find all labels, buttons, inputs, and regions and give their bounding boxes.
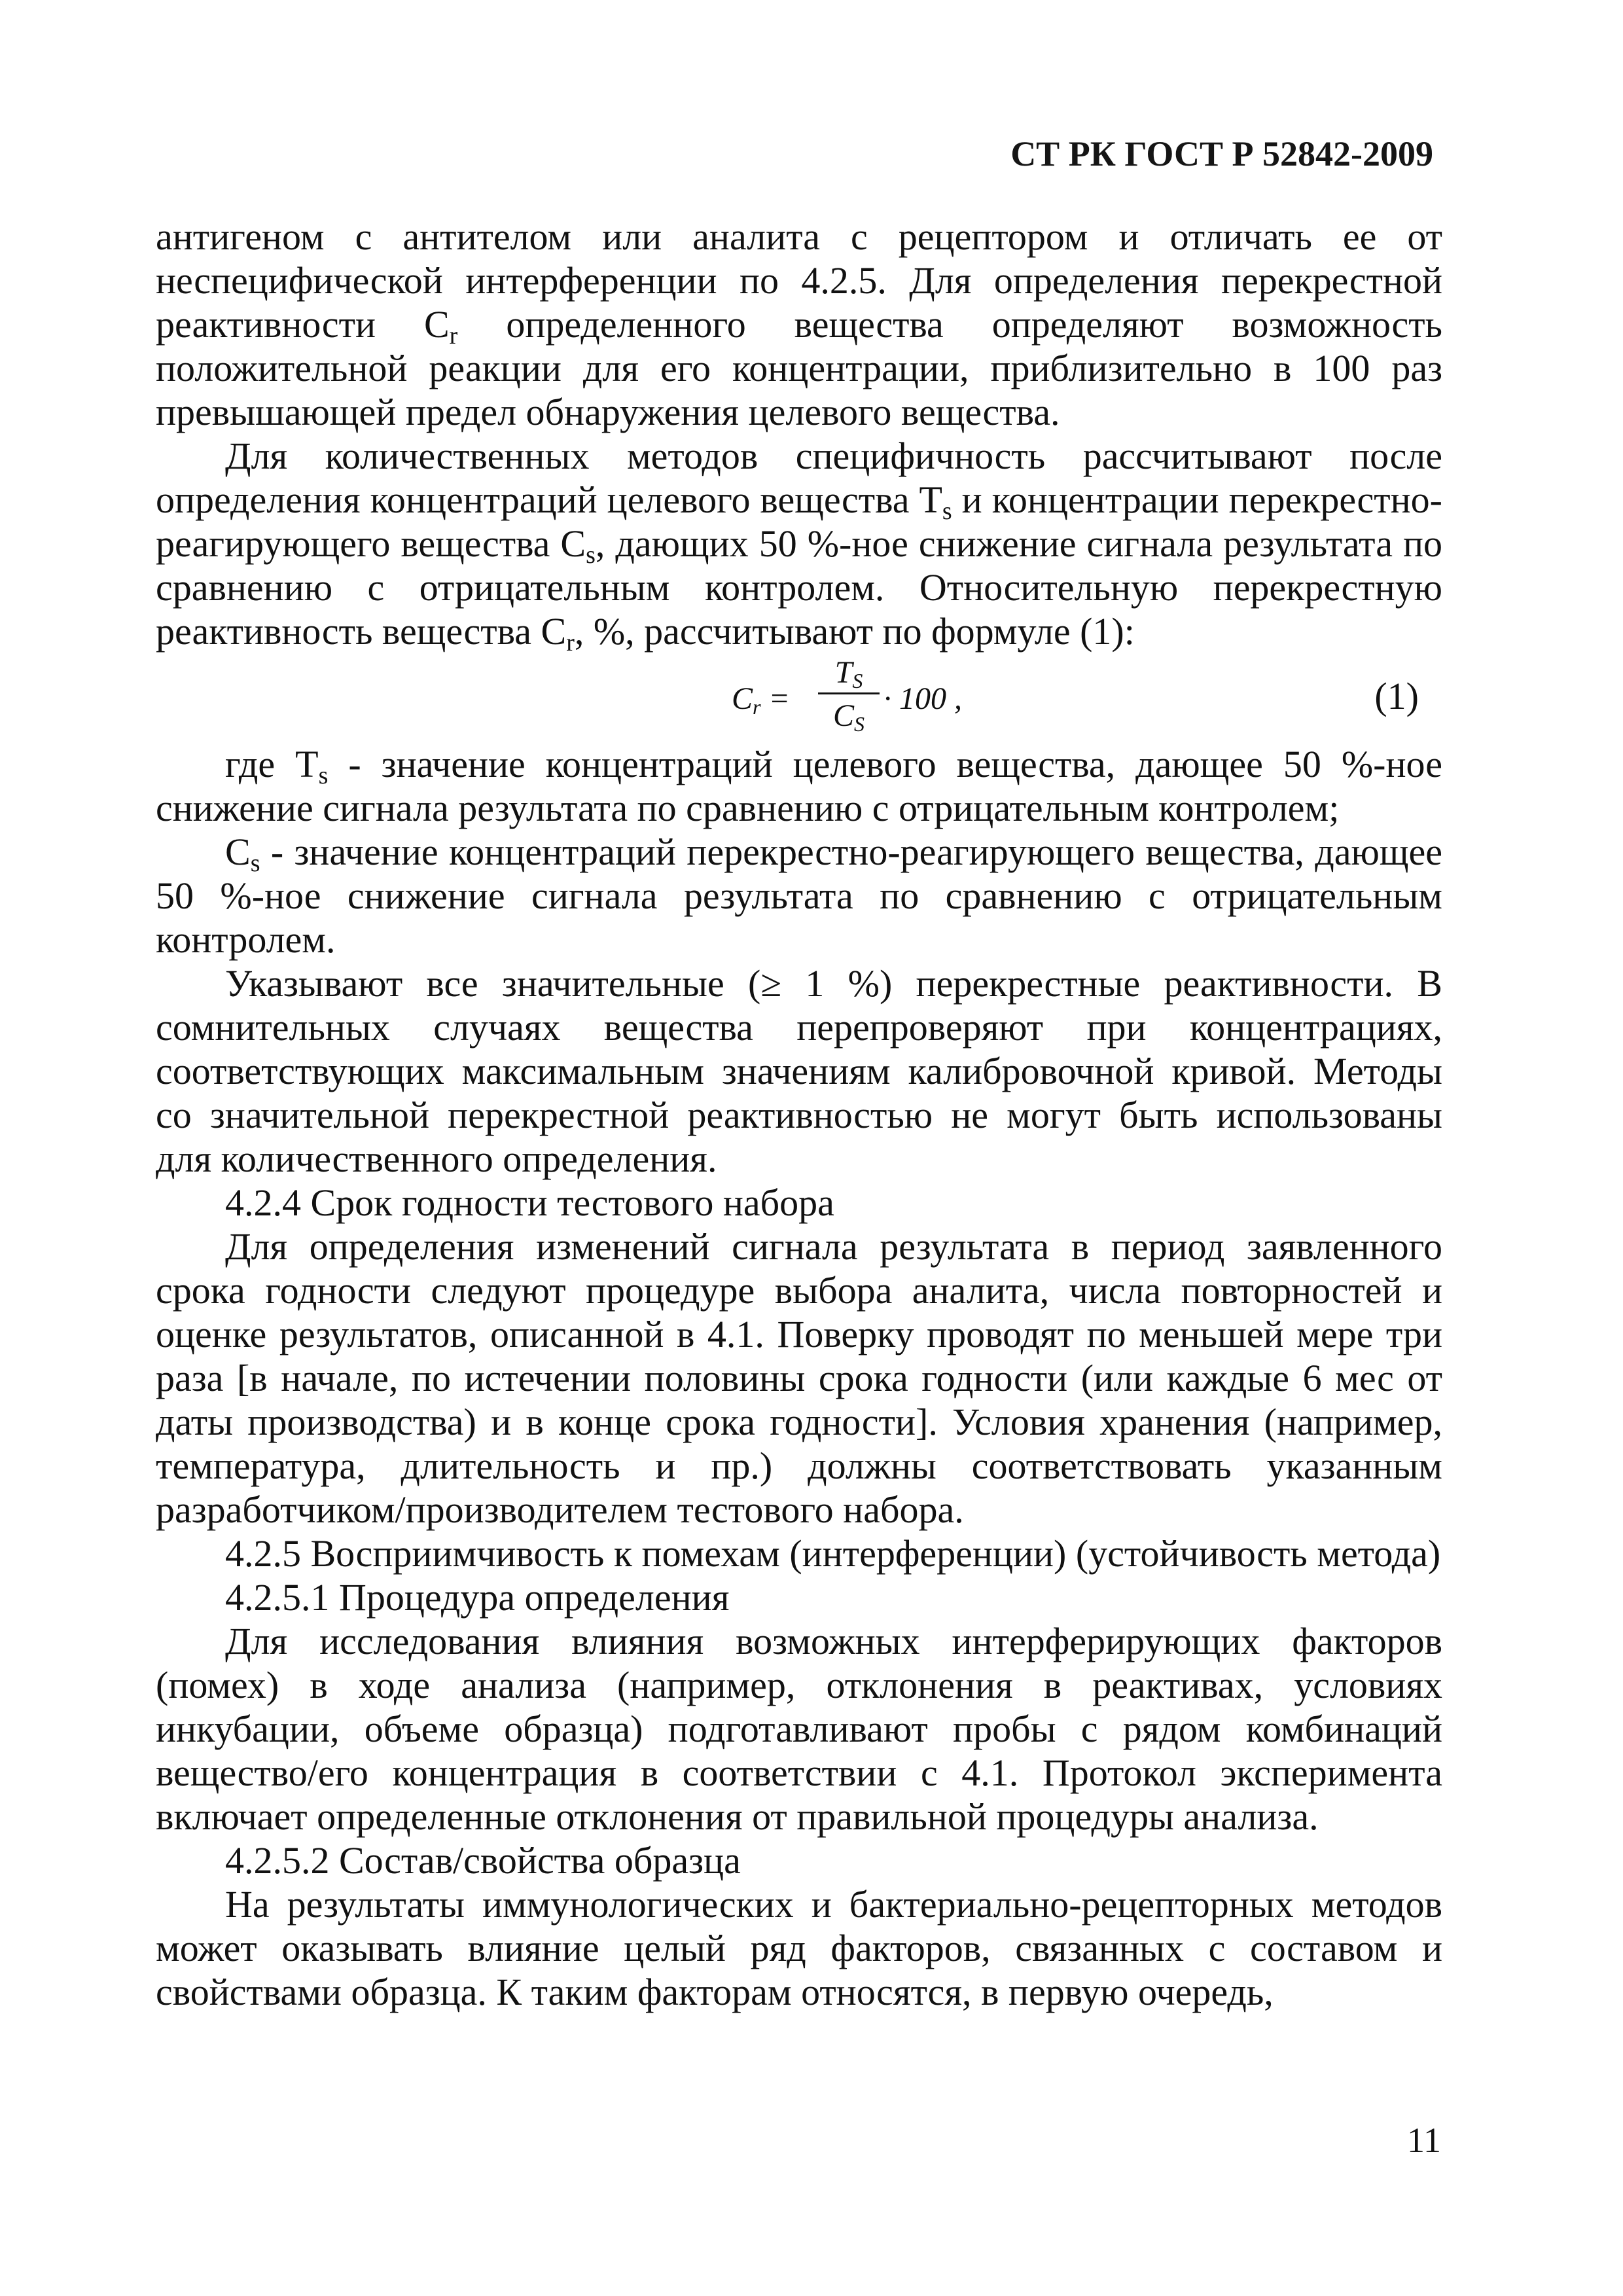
paragraph-sample-composition: На результаты иммунологических и бактериально-рецепторных методов может оказывать влияние целый ряд факторов, связанных с составом и свойствами образца. К таким факторам относятся, в первую очередь, [156, 1883, 1442, 2013]
section-heading-4-2-4: 4.2.4 Срок годности тестового набора [225, 1181, 834, 1224]
paragraph-quantitative-methods: Для количественных методов специфичность рассчитывают после определения концентраций целевого вещества $T_s$ и концентрации перекрестно-реагирующего вещества $C_s$, дающих 50 %-ное снижение сигнала результата по сравнению с отрицательным контролем. Относительную перекрестную реактивность вещества $C_r$, %, рассчитывают по формуле (1): [156, 435, 1443, 656]
section-heading-4-2-5: 4.2.5 Восприимчивость к помехам (интерференции) (устойчивость метода) [225, 1532, 1441, 1575]
section-heading-4-2-5-1: 4.2.5.1 Процедура определения [225, 1576, 730, 1619]
paragraph-shelf-life: Для определения изменений сигнала результата в период заявленного срока годности следуют процедуре выбора аналита, числа повторностей и оценке результатов, описанной в 4.1. Поверку проводят по меньшей мере три раза [в начале, по истечении половины срока годности (или каждые 6 мес от даты производства) и в конце срока годности]. Условия хранения (например, температура, длительность и пр.) должны соответствовать указанным разработчиком/производителем тестового набора. [156, 1225, 1442, 1531]
formula-lhs: Cr = [732, 681, 790, 719]
section-heading-4-2-5-2: 4.2.5.2 Состав/свойства образца [225, 1839, 741, 1882]
paragraph-where-ts: где $T_s$ - значение концентраций целевого вещества, дающее 50 %-ное снижение сигнала результата по сравнению с отрицательным контролем; [156, 743, 1442, 829]
formula-denominator: CS [832, 698, 865, 736]
formula-number: (1) [1374, 675, 1419, 717]
paragraph-where-cs: $C_s$ - значение концентраций перекрестно-реагирующего вещества, дающее 50 %-ное снижение сигнала результата по сравнению с отрицательным контролем. [156, 831, 1442, 961]
paragraph-antigen: антигеном с антителом или аналита с рецептором и отличать ее от неспецифической интерференции по 4.2.5. Для определения перекрестной реактивности $C_r$ определенного вещества определяют возможность положительной реакции для его концентрации, приблизительно в 100 раз превышающей предел обнаружения целевого вещества. [156, 215, 1442, 433]
formula-cross-reactivity [156, 655, 1442, 740]
formula-rhs: · 100 , [883, 681, 962, 716]
document-body [156, 215, 1442, 2014]
paragraph-interference-procedure: Для исследования влияния возможных интерферирующих факторов (помех) в ходе анализа (например, отклонения в реактивах, условиях инкубации, объеме образца) подготавливают пробы с рядом комбинаций вещество/его концентрация в соответствии с 4.1. Протокол эксперимента включает определенные отклонения от правильной процедуры анализа. [156, 1620, 1442, 1838]
document-header: СТ РК ГОСТ Р 52842-2009 [1010, 134, 1433, 173]
page-number: 11 [1407, 2121, 1441, 2160]
formula-numerator: TS [834, 655, 863, 692]
paragraph-significant-reactivities: Указывают все значительные (≥ 1 %) перекрестные реактивности. В сомнительных случаях вещества перепроверяют при концентрациях, соответствующих максимальным значениям калибровочной кривой. Методы со значительной перекрестной реактивностью не могут быть использованы для количественного определения. [156, 962, 1442, 1180]
